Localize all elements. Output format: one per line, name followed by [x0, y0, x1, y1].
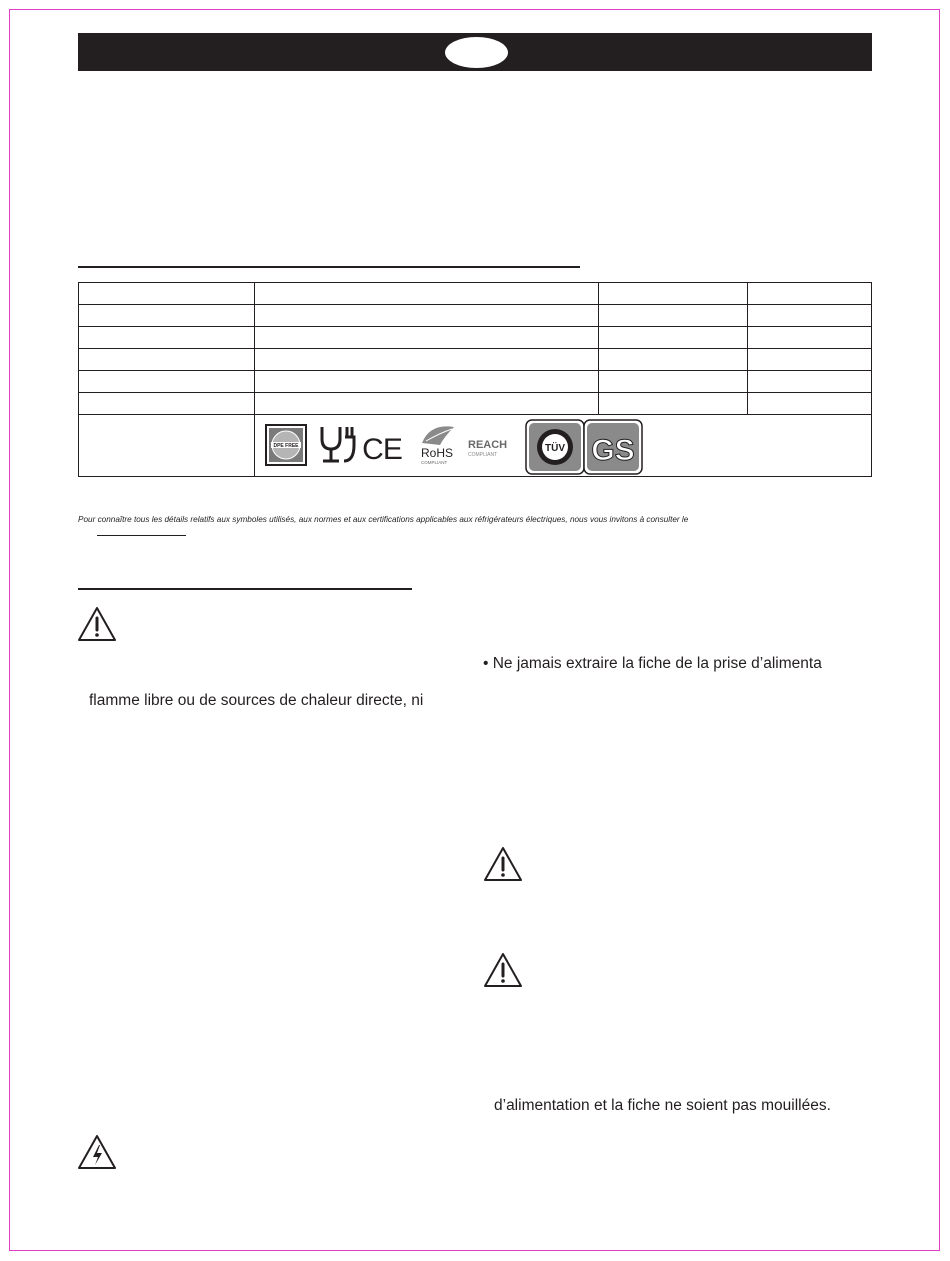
tuv-label: TÜV: [545, 443, 565, 454]
table-row: [79, 327, 872, 349]
section-rule-specs: [78, 266, 580, 268]
warning-icon: [77, 606, 117, 642]
right-text-line: d’alimentation et la fiche ne soient pas mouillées.: [494, 1097, 831, 1114]
dpe-free-icon: [266, 425, 306, 465]
gs-icon: [584, 420, 642, 474]
rohs-sub-label: COMPLIANT: [421, 460, 448, 465]
gs-label: GS: [591, 434, 635, 467]
ce-mark-icon: [362, 433, 402, 466]
spec-table: [78, 282, 872, 477]
reach-icon: [468, 439, 507, 458]
table-row: [79, 371, 872, 393]
table-row: [79, 283, 872, 305]
table-row: [79, 349, 872, 371]
reach-label: REACH: [468, 439, 508, 451]
warning-icon: [483, 952, 523, 988]
rohs-label: RoHS: [421, 446, 454, 460]
left-text-line: flamme libre ou de sources de chaleur directe, ni: [89, 692, 424, 709]
reach-sub-label: COMPLIANT: [468, 452, 498, 458]
rohs-icon: [421, 426, 454, 465]
footnote-link-underline[interactable]: [97, 535, 186, 536]
warning-icon: [483, 846, 523, 882]
dpe-label: DPE FREE: [273, 443, 299, 449]
electric-hazard-icon: [77, 1134, 117, 1170]
section-rule-safety: [78, 588, 412, 590]
certification-logos: [255, 415, 871, 476]
right-text-line: • Ne jamais extraire la fiche de la prise d’alimenta: [483, 655, 822, 672]
table-row: [79, 393, 872, 415]
food-safe-icon: [322, 427, 354, 461]
page-frame: [9, 9, 940, 1251]
tuv-icon: [526, 420, 584, 474]
certification-footnote: Pour connaître tous les détails relatifs aux symboles utilisés, aux normes et aux certifications applicables aux réfrigérateurs électriques, nous vous invitons à consulter le: [78, 515, 689, 524]
ce-label: CE: [362, 433, 402, 466]
page-number-oval: [445, 37, 508, 68]
certification-row: [79, 415, 872, 477]
table-row: [79, 305, 872, 327]
